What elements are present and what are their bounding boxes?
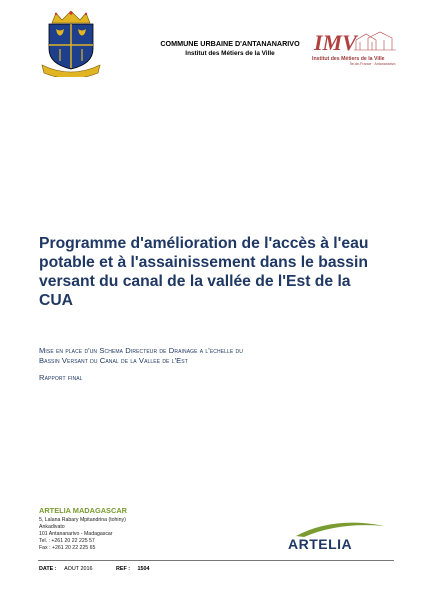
svg-text:IMV: IMV	[314, 30, 357, 55]
ref-value: 1504	[137, 566, 150, 572]
subtitle-line: Bassin Versant du Canal de la Vallee de l'Est	[39, 355, 188, 365]
org-name: COMMUNE URBAINE D'ANTANANARIVO	[160, 39, 300, 48]
imv-logo	[312, 28, 398, 70]
address-line: Ankadivato	[39, 523, 65, 530]
subtitle-line: Mise en place d'un Schema Directeur de Drainage a l'echelle du	[39, 346, 243, 355]
imv-logo-text: Institut des Métiers de la Ville	[312, 56, 385, 62]
report-type: Rapport final	[39, 373, 83, 382]
company-phone: Tel. : +261 20 22 225 57	[39, 537, 95, 544]
artelia-logo-word: ARTELIA	[288, 536, 353, 552]
company-address	[39, 517, 126, 552]
address-line: 5, Lalana Rabary Mpitandrina (tohiny)	[39, 517, 126, 523]
document-subtitle	[39, 346, 399, 365]
company-name: ARTELIA MADAGASCAR	[39, 506, 127, 515]
org-institute: Institut des Métiers de la Ville	[185, 50, 275, 57]
address-line: 101 Antananarivo - Madagascar	[39, 530, 113, 537]
date-value: AOUT 2016	[64, 566, 93, 572]
footer-date-ref	[39, 566, 150, 572]
header-organization	[140, 39, 320, 59]
ref-label: REF :	[115, 566, 131, 572]
date-label: DATE :	[39, 566, 57, 572]
imv-logo-subtext: Île-de-France · Antananarivo	[350, 62, 396, 66]
company-fax: Fax : +261 20 22 225 65	[39, 544, 96, 551]
document-title: Programme d'amélioration de l'accès à l'eau potable et à l'assainissement dans le bassin versant du canal de la vallée de l'Est de la CUA	[39, 235, 369, 309]
footer-divider	[38, 560, 394, 561]
artelia-logo	[284, 520, 388, 552]
commune-crest-logo	[38, 9, 104, 77]
